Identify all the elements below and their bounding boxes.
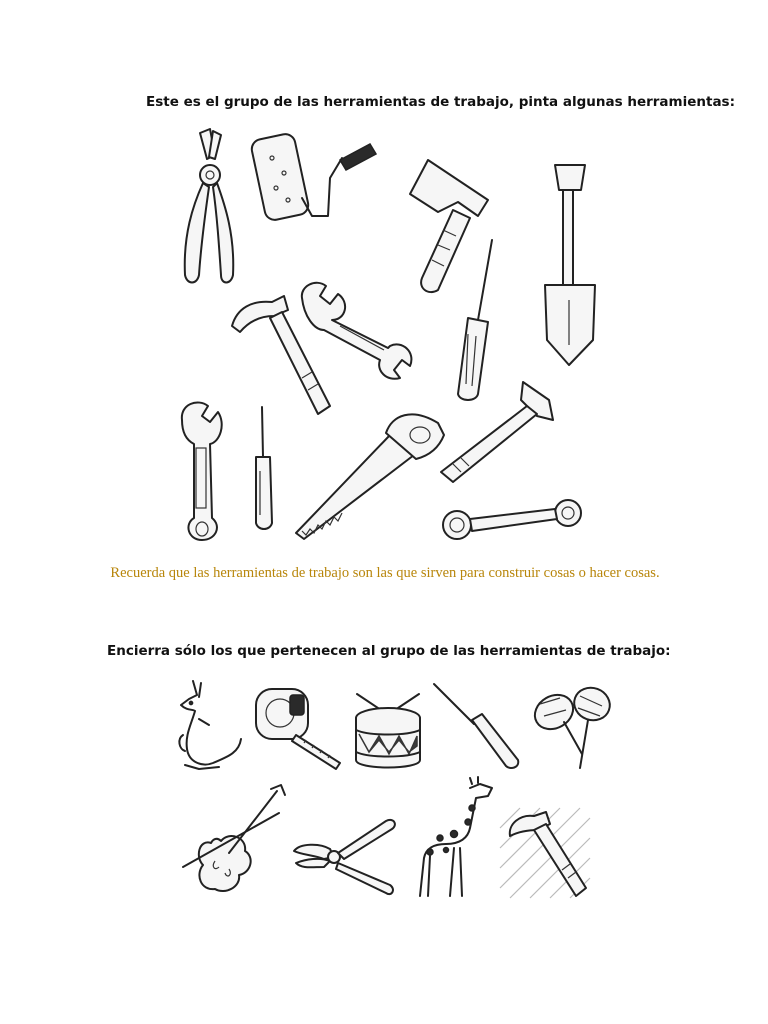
pruning-shears-icon[interactable] bbox=[290, 815, 402, 897]
violin-icon[interactable] bbox=[181, 783, 291, 898]
awl-icon bbox=[248, 405, 282, 533]
instruction-heading-2: Encierra sólo los que pertenecen al grupo de las herramientas de trabajo: bbox=[107, 643, 671, 659]
sledgehammer-icon bbox=[437, 378, 559, 486]
screwdriver-icon[interactable] bbox=[430, 680, 522, 772]
handsaw-icon bbox=[292, 405, 450, 541]
adjustable-wrench-icon bbox=[176, 398, 228, 543]
reminder-note: Recuerda que las herramientas de trabajo son las que sirven para construir cosas o hacer cosas. bbox=[110, 565, 660, 581]
giraffe-icon[interactable] bbox=[410, 778, 498, 898]
box-wrench-icon bbox=[440, 497, 585, 545]
paint-roller-icon bbox=[250, 128, 390, 228]
hammer-icon[interactable] bbox=[500, 808, 590, 898]
maracas-icon[interactable] bbox=[530, 684, 616, 774]
instruction-heading-1: Este es el grupo de las herramientas de trabajo, pinta algunas herramientas: bbox=[146, 94, 735, 110]
kangaroo-icon[interactable] bbox=[163, 675, 245, 775]
shovel-icon bbox=[535, 160, 605, 370]
pliers-icon bbox=[175, 125, 245, 290]
wrench-icon bbox=[292, 278, 422, 383]
tape-measure-icon[interactable] bbox=[252, 683, 344, 773]
drum-icon[interactable] bbox=[349, 690, 427, 772]
